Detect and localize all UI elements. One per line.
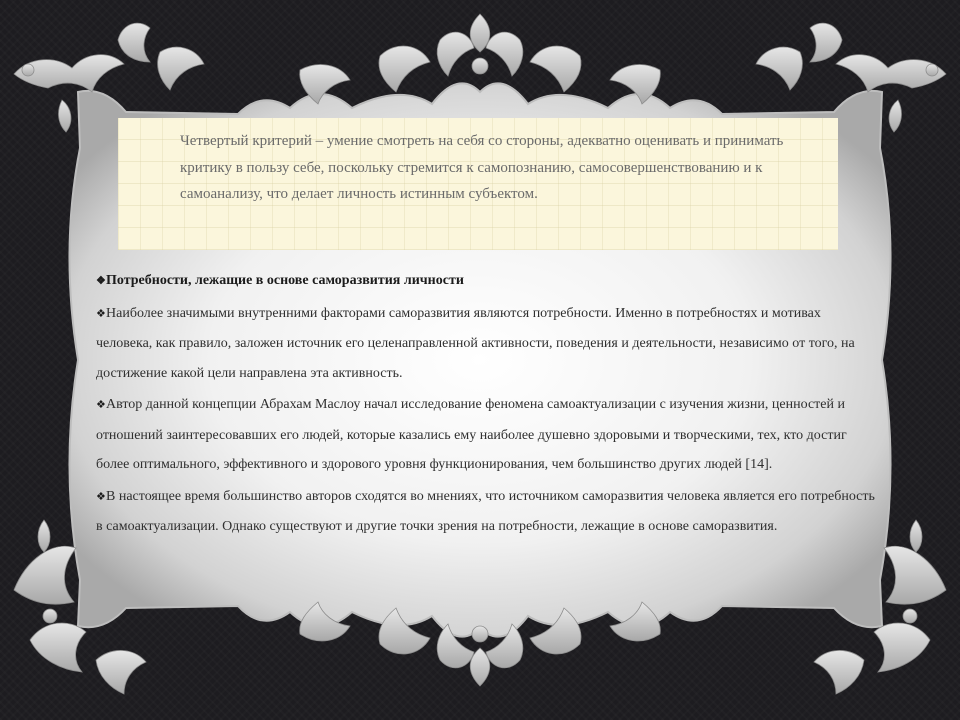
diamond-bullet-icon: ❖ [96, 307, 106, 320]
list-item [96, 299, 876, 389]
list-item [96, 390, 876, 480]
list-item [96, 266, 876, 297]
main-content [96, 266, 876, 544]
diamond-bullet-icon: ❖ [96, 490, 106, 503]
list-item [96, 482, 876, 542]
paragraph-text: Наиболее значимыми внутренними факторами саморазвития являются потребности. Именно в потребностях и мотивах человека, как правило, заложен источник его целенаправленной активности, поведения и деятельности, независимо от того, на достижение какой цели направлена эта активность. [96, 305, 855, 381]
ornament-top-center [300, 14, 661, 104]
paragraph-text: В настоящее время большинство авторов сходятся во мнениях, что источником саморазвития человека является его потребность в самоактуализации. Однако существуют и другие точки зрения на потребности, лежащие в основе саморазвития. [96, 488, 875, 534]
section-heading: Потребности, лежащие в основе саморазвития личности [106, 273, 464, 288]
diamond-bullet-icon: ❖ [96, 399, 106, 411]
paragraph-text: Автор данной концепции Абрахам Маслоу начал исследование феномена самоактуализации с изучения жизни, ценностей и отношений заинтересовавших его людей, которые казались ему наиболее душевно здоровыми и творческими, тех, кто достиг более оптимального, эффективного и здорового уровня функционирования, чем большинство других людей [14]. [96, 397, 847, 472]
quote-text: Четвертый критерий – умение смотреть на себя со стороны, адекватно оценивать и принимать критику в пользу себе, поскольку стремится к самопознанию, самосовершенствованию и к самоанализу, что делает личность истинным субъектом. [180, 133, 784, 202]
diamond-bullet-icon: ❖ [96, 275, 106, 287]
quote-box [118, 118, 838, 250]
